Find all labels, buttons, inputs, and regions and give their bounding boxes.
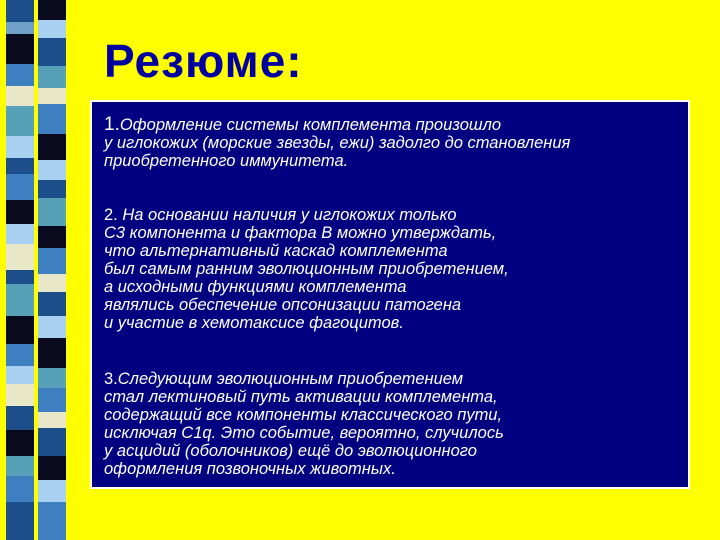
decorative-stripe bbox=[38, 412, 66, 428]
decorative-stripe bbox=[38, 160, 66, 180]
decorative-stripe bbox=[38, 134, 66, 160]
decorative-stripe bbox=[6, 316, 34, 344]
decorative-stripe bbox=[6, 430, 34, 456]
decorative-stripe bbox=[6, 270, 34, 284]
decorative-stripe bbox=[38, 0, 66, 20]
decorative-stripe bbox=[38, 248, 66, 274]
decorative-stripe bbox=[6, 34, 34, 64]
decorative-stripe bbox=[6, 64, 34, 86]
decorative-stripe bbox=[6, 22, 34, 34]
point-1-number: 1. bbox=[104, 114, 120, 135]
decorative-stripe bbox=[6, 456, 34, 476]
decorative-stripe bbox=[38, 198, 66, 226]
decorative-stripe bbox=[6, 0, 34, 22]
decorative-stripe bbox=[38, 368, 66, 388]
point-3-number: 3. bbox=[104, 370, 118, 388]
decorative-stripe bbox=[6, 174, 34, 200]
point-1-text: Оформление системы комплемента произошло у иглокожих (морские звезды, ежи) задолго до становления приобретенного иммунитета. bbox=[104, 116, 571, 170]
decorative-stripe bbox=[6, 502, 34, 540]
decorative-stripe bbox=[6, 224, 34, 244]
decorative-stripe bbox=[38, 480, 66, 502]
decorative-stripe bbox=[38, 456, 66, 480]
decorative-stripe bbox=[38, 180, 66, 198]
decorative-stripe bbox=[38, 88, 66, 104]
decorative-stripe bbox=[6, 106, 34, 136]
decorative-stripe bbox=[6, 384, 34, 406]
decorative-stripe bbox=[6, 86, 34, 106]
decorative-stripe bbox=[38, 38, 66, 66]
decorative-stripe bbox=[38, 274, 66, 292]
point-3-text: Следующим эволюционным приобретением стал лектиновый путь активации комплемента, содержащий все компоненты классического пути, исключая С1q. Это событие, вероятно, случилось у асцидий (оболочников) ещё до эволюционного оформления позвоночных животных. bbox=[104, 370, 504, 478]
decorative-stripe-bar bbox=[0, 0, 86, 540]
content-panel bbox=[90, 100, 690, 489]
decorative-stripe bbox=[38, 338, 66, 368]
point-2-number: 2. bbox=[104, 206, 118, 224]
decorative-stripe bbox=[38, 20, 66, 38]
summary-point-2 bbox=[104, 206, 624, 332]
point-2-text: На основании наличия у иглокожих только С3 компонента и фактора В можно утверждать, что альтернативный каскад комплемента был самым ранним эволюционным приобретением, а исходными функциями комплемента являлись обеспечение опсонизации патогена и участие в хемотаксисе фагоцитов. bbox=[104, 206, 509, 332]
decorative-stripe bbox=[38, 292, 66, 316]
decorative-stripe bbox=[38, 388, 66, 412]
decorative-stripe bbox=[38, 316, 66, 338]
decorative-stripe bbox=[6, 200, 34, 224]
decorative-stripe bbox=[6, 136, 34, 158]
decorative-stripe bbox=[6, 366, 34, 384]
decorative-stripe bbox=[6, 344, 34, 366]
decorative-stripe bbox=[6, 158, 34, 174]
decorative-stripe bbox=[38, 104, 66, 134]
decorative-stripe bbox=[6, 406, 34, 430]
decorative-stripe bbox=[6, 284, 34, 316]
summary-point-1 bbox=[104, 116, 690, 170]
decorative-stripe bbox=[38, 502, 66, 540]
decorative-stripe bbox=[6, 476, 34, 502]
decorative-stripe bbox=[6, 244, 34, 270]
summary-point-3 bbox=[104, 370, 644, 478]
slide-title: Резюме: bbox=[104, 35, 303, 87]
decorative-stripe bbox=[38, 428, 66, 456]
decorative-stripe bbox=[38, 66, 66, 88]
decorative-stripe bbox=[38, 226, 66, 248]
